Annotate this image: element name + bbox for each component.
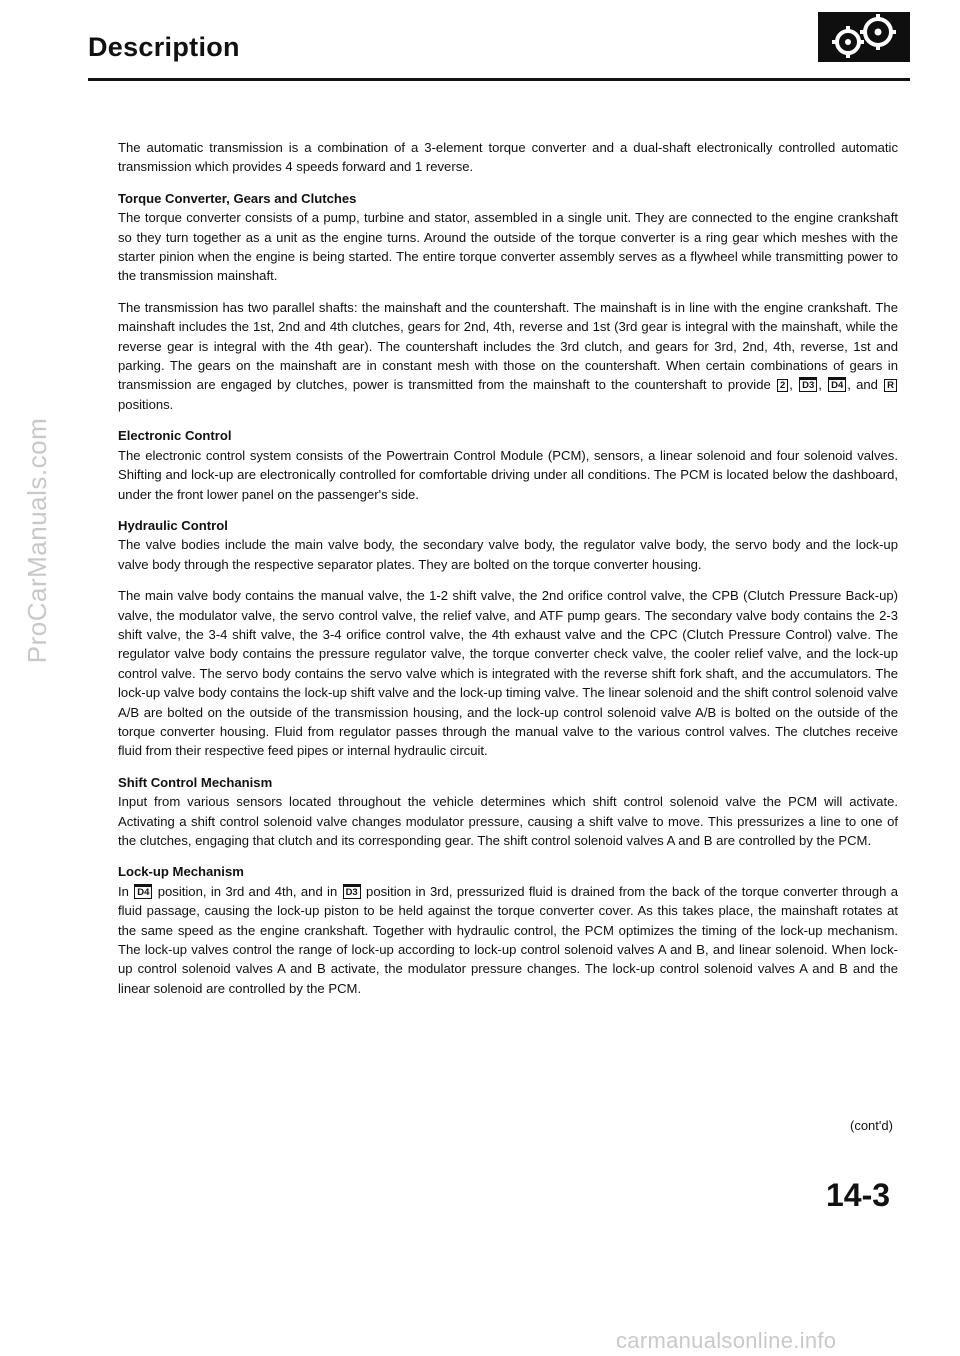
lockup-section xyxy=(118,862,898,998)
torque-paragraph-2: The transmission has two parallel shafts: the mainshaft and the countershaft. The mainshaft is in line with the engine crankshaft. The mainshaft includes the 1st, 2nd and 4th clutches, gears for 2nd, 4th, reverse and 1st (3rd gear is integral with the mainshaft, while the reverse gear is integral with the 4th gear). The countershaft includes the 3rd clutch, and gears for 3rd, 2nd, 4th, reverse, 1st and parking. The gears on the mainshaft are in constant mesh with those on the countershaft. When certain combinations of gears in transmission are engaged by clutches, power is transmitted from the mainshaft to the countershaft to provide 2 , D3 , D4 , and R positions. xyxy=(118,299,898,412)
page-title: Description xyxy=(88,32,240,62)
selector-r-symbol: R xyxy=(884,379,897,392)
electronic-paragraph: The electronic control system consists of the Powertrain Control Module (PCM), sensors, a linear solenoid and four solenoid valves. Shifting and lock-up are electronically controlled for comfortable driving under all conditions. The PCM is located below the dashboard, under the front lower panel on the passenger's side. xyxy=(118,447,898,502)
shift-section xyxy=(118,773,898,851)
torque-paragraph-2-text: The transmission has two parallel shafts: the mainshaft and the countershaft. The mainshaft is in line with the engine crankshaft. The mainshaft includes the 1st, 2nd and 4th clutches, gears for 2nd, 4th, reverse and 1st (3rd gear is integral with the mainshaft, while the reverse gear is integral with the 4th gear). The countershaft includes the 3rd clutch, and gears for 3rd, 2nd, 4th, reverse, 1st and parking. The gears on the mainshaft are in constant mesh with those on the countershaft. When certain combinations of gears in transmission are engaged by clutches, power is transmitted from the mainshaft to the countershaft to provide xyxy=(118,299,898,393)
lockup-paragraph: position in 3rd, pressurized fluid is drained from the back of the torque converter through a fluid passage, causing the lock-up piston to be held against the torque converter cover. As this takes place, the mainshaft rotates at the same speed as the engine crankshaft. Together with hydraulic control, the PCM optimizes the timing of the lock-up mechanism. The lock-up valves control the range of lock-up according to lock-up control solenoid valves A and B, and linear solenoid. When lock-up control solenoid valves A and B activate, the modulator pressure changes. The lock-up control solenoid valves A and B and the linear solenoid are controlled by the PCM. xyxy=(118,883,899,996)
transmission-gears-icon xyxy=(818,12,910,62)
torque-heading: Torque Converter, Gears and Clutches xyxy=(118,190,357,206)
torque-paragraph-2-end: positions. xyxy=(118,396,174,412)
torque-paragraph-1: The torque converter consists of a pump, turbine and stator, assembled in a single unit. They are connected to the engine crankshaft so they turn together as a unit as the engine turns. Around the outside of the torque converter is a ring gear which meshes with the starter pinion when the engine is being started. The entire torque converter assembly serves as a flywheel while transmitting power to the transmission mainshaft. xyxy=(118,210,898,284)
hydraulic-section xyxy=(118,516,898,574)
shift-paragraph: Input from various sensors located throughout the vehicle determines which shift control solenoid valve the PCM will activate. Activating a shift control solenoid valve changes modulator pressure, causing a shift valve to move. This pressurizes a line to one of the clutches, engaging that clutch and its corresponding gear. The shift control solenoid valves A and B are controlled by the PCM. xyxy=(118,794,898,848)
selector-d4-symbol: D4 xyxy=(828,377,846,392)
hydraulic-heading: Hydraulic Control xyxy=(118,517,228,533)
hydraulic-paragraph-2: The main valve body contains the manual valve, the 1-2 shift valve, the 2nd orifice control valve, the CPB (Clutch Pressure Back-up) valve, the modulator valve, the servo control valve, the relief valve, and ATF pump gears. The secondary valve body contains the 2-3 shift valve, the 3-4 shift valve, the 3-4 orifice control valve, the 4th exhaust valve and the CPC (Clutch Pressure Control) valve. The regulator valve body contains the pressure regulator valve, the torque converter check valve, the cooler relief valve, and the lock-up control valve. The servo body contains the servo valve which is integrated with the reverse shift fork shaft, and the accumulators. The lock-up valve body contains the lock-up shift valve and the lock-up timing valve. The linear solenoid and the shift control solenoid valve A/B are bolted on the outside of the transmission housing, and the lock-up control solenoid valve A/B is bolted on the outside of the torque converter housing. Fluid from regulator passes through the manual valve to the various control valves. The clutches receive fluid from their respective feed pipes or internal hydraulic circuit. xyxy=(118,588,898,759)
page-number: 14-3 xyxy=(826,1177,891,1213)
intro-paragraph: The automatic transmission is a combination of a 3-element torque converter and a dual-shaft electronically controlled automatic transmission which provides 4 speeds forward and 1 reverse. xyxy=(118,140,898,175)
lockup-heading: Lock-up Mechanism xyxy=(118,864,244,880)
footer-watermark-url: carmanualsonline.info xyxy=(616,1328,837,1353)
document-body xyxy=(118,138,898,1010)
electronic-section xyxy=(118,426,898,504)
shift-heading: Shift Control Mechanism xyxy=(118,774,273,790)
lockup-in-word: In xyxy=(118,883,129,899)
lockup-mid-text: position, in 3rd and 4th, and in xyxy=(157,883,338,899)
electronic-heading: Electronic Control xyxy=(118,428,232,444)
selector-2-symbol: 2 xyxy=(777,379,788,392)
lockup-selector-d3-symbol: D3 xyxy=(343,884,361,899)
title-rule xyxy=(88,78,910,81)
watermark: ProCarManuals.com xyxy=(22,417,53,663)
lockup-selector-d4-symbol: D4 xyxy=(134,884,152,899)
continued-note: (cont'd) xyxy=(850,1118,893,1133)
selector-d3-symbol: D3 xyxy=(799,377,817,392)
hydraulic-paragraph-1: The valve bodies include the main valve body, the secondary valve body, the regulator valve body, the servo body and the lock-up valve body through the respective separator plates. They are bolted on the torque converter housing. xyxy=(118,537,898,572)
and-word: and xyxy=(856,377,878,393)
torque-section xyxy=(118,189,898,286)
